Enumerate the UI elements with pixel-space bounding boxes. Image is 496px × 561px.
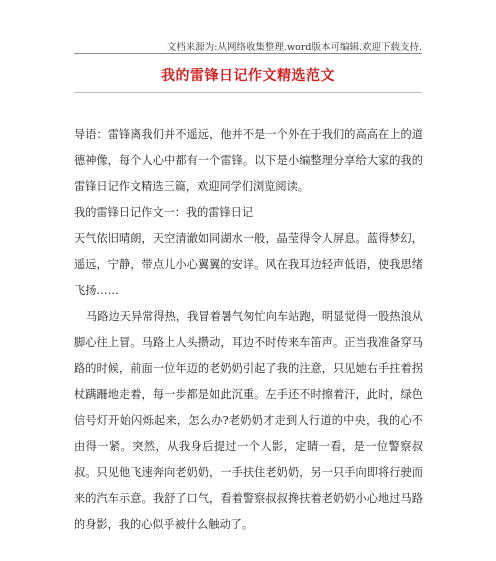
title-divider [74,92,422,93]
body-paragraph-1: 天气依旧晴朗，天空清澈如同湖水一般，晶莹得令人屏息。蓝得梦幻，遥远，宁静，带点儿小心翼翼的安详。风在我耳边轻声低语，使我思绪飞扬…… [74,232,423,297]
section-heading: 我的雷锋日记作文一：我的雷锋日记 [74,206,254,219]
header-divider [74,53,422,54]
document-title: 我的雷锋日记作文精选范文 [161,68,335,84]
source-note: 文档来源为:从网络收集整理.word版本可编辑.欢迎下载支持. [166,42,422,53]
intro-paragraph: 导语：雷锋离我们并不遥远，他并不是一个外在于我们的高高在上的道德神像，每个人心中都有一个雷锋。以下是小编整理分享给大家的我的雷锋日记作文精选三篇，欢迎同学们浏览阅读。 [74,128,423,193]
body-paragraph-2: 马路边天异常得热，我冒着暑气匆忙向车站跑，明显觉得一股热浪从脚心往上冒。马路上人头攒动，耳边不时传来车笛声。正当我准备穿马路的时候，前面一位年迈的老奶奶引起了我的注意，只见她右手拄着拐杖蹒跚地走着，每一步都是如此沉重。左手还不时擦着汗，此时，绿色信号灯开始闪烁起来，怎么办?老奶奶才走到人行道的中央，我的心不由得一紧。突然，从我身后提过一个人影，定睛一看，是一位警察叔叔。只见他飞速奔向老奶奶，一手扶住老奶奶，另一只手向即将行驶而来的汽车示意。我舒了口气，看着警察叔叔搀扶着老奶奶小心地过马路的身影，我的心似乎被什么触动了。 [74,310,423,531]
